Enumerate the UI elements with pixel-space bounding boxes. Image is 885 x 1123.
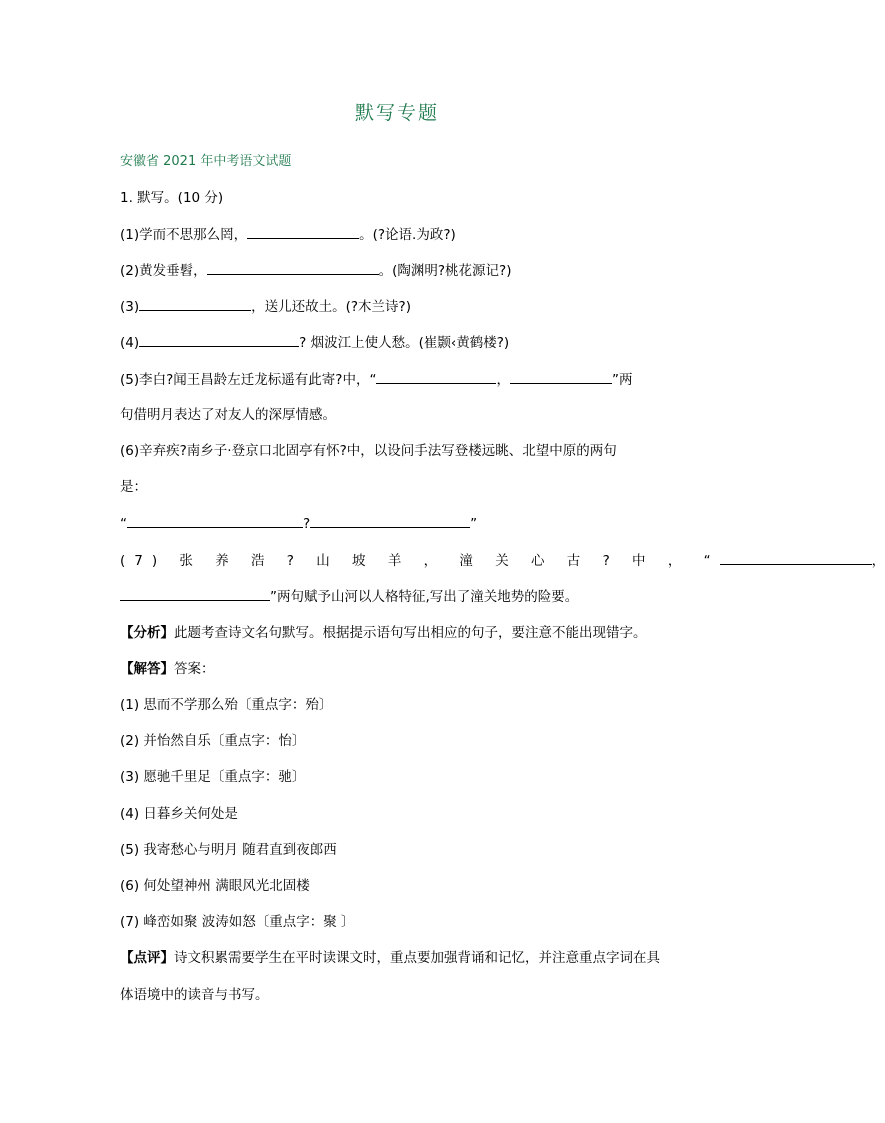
question-item-7 <box>120 550 885 571</box>
q5-text-a: (5)李白?闻王昌龄左迁龙标遥有此寄?中，“ <box>120 372 377 388</box>
question-item-6-answer-line <box>120 513 477 534</box>
comment-paragraph <box>120 948 660 968</box>
question-item-4 <box>120 332 509 353</box>
question-header: 1. 默写。(10 分) <box>120 190 224 206</box>
answer-blank[interactable] <box>127 513 303 528</box>
answer-blank[interactable] <box>310 513 470 528</box>
question-item-7-cont <box>120 586 578 607</box>
question-item-5-cont: 句借明月表达了对友人的深厚情感。 <box>120 407 336 423</box>
answer-blank[interactable] <box>139 332 299 347</box>
q4-text-b: ? 烟波江上使人愁。(崔颢‹黄鹤楼?) <box>299 335 510 351</box>
comment-label: 【点评】 <box>120 950 174 966</box>
q2-text-a: (2)黄发垂髫， <box>120 263 207 279</box>
q3-text-a: (3) <box>120 299 140 315</box>
question-item-1 <box>120 224 456 245</box>
answer-line-1: (1) 思而不学那么殆〔重点字：殆〕 <box>120 697 333 713</box>
analysis-text: 此题考查诗文名句默写。根据提示语句写出相应的句子，要注意不能出现错字。 <box>174 625 647 641</box>
question-item-2 <box>120 260 512 281</box>
answer-line-5: (5) 我寄愁心与明月 随君直到夜郎西 <box>120 842 337 858</box>
answer-heading <box>120 659 215 679</box>
answer-label: 【解答】 <box>120 661 174 677</box>
answer-line-2: (2) 并怡然自乐〔重点字：怡〕 <box>120 733 306 749</box>
answer-text: 答案： <box>174 661 215 677</box>
answer-blank[interactable] <box>376 369 496 384</box>
q7-text-a: (7) 张 养 浩 ? 山 坡 羊 ， 潼 关 心 古 ? 中 ， “ <box>120 553 720 569</box>
question-item-5 <box>120 369 632 390</box>
q3-text-b: ，送儿还故土。(?木兰诗?) <box>251 299 411 315</box>
q7-text-c: ”两句赋予山河以人格特征,写出了潼关地势的险要。 <box>270 589 579 605</box>
q1-text-b: 。(?论语.为政?) <box>359 227 456 243</box>
question-item-6-cont: 是： <box>120 479 147 495</box>
answer-blank[interactable] <box>139 296 251 311</box>
q4-text-a: (4) <box>120 335 140 351</box>
comment-text-1: 诗文积累需要学生在平时读课文时，重点要加强背诵和记忆，并注意重点字词在具 <box>174 950 660 966</box>
question-item-3 <box>120 296 411 317</box>
answer-blank[interactable] <box>247 224 359 239</box>
comment-text-2: 体语境中的读音与书写。 <box>120 987 269 1003</box>
q7-text-b: ， <box>871 553 885 569</box>
question-item-6: (6)辛弃疾?南乡子·登京口北固亭有怀?中，以设问手法写登楼远眺、北望中原的两句 <box>120 443 617 459</box>
q1-text-a: (1)学而不思那么罔， <box>120 227 248 243</box>
q5-text-b: ， <box>496 372 510 388</box>
answer-line-6: (6) 何处望神州 满眼风光北固楼 <box>120 878 310 894</box>
q5-text-c: ”两 <box>611 372 633 388</box>
q6-mark: ? <box>303 516 311 532</box>
answer-blank[interactable] <box>510 369 612 384</box>
answer-line-4: (4) 日暮乡关何处是 <box>120 806 238 822</box>
analysis-label: 【分析】 <box>120 625 174 641</box>
exam-subtitle: 安徽省 2021 年中考语文试题 <box>120 154 292 169</box>
answer-blank[interactable] <box>207 260 379 275</box>
answer-line-7: (7) 峰峦如聚 波涛如怒〔重点字：聚 〕 <box>120 914 355 930</box>
q6-open-quote: “ <box>120 516 127 532</box>
page-title: 默写专题 <box>354 102 439 124</box>
answer-line-3: (3) 愿驰千里足〔重点字：驰〕 <box>120 769 306 785</box>
answer-blank[interactable] <box>720 550 872 565</box>
analysis-paragraph <box>120 623 647 643</box>
q6-close-quote: ” <box>470 516 478 532</box>
answer-blank[interactable] <box>120 586 270 601</box>
q2-text-b: 。(陶渊明?桃花源记?) <box>378 263 512 279</box>
